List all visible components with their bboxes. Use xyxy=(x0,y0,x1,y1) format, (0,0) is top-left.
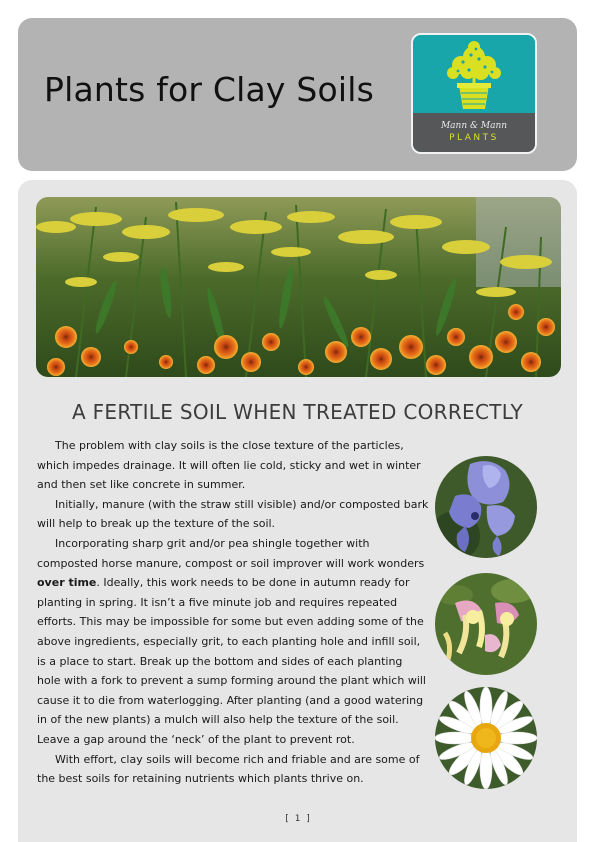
logo-wordmark xyxy=(413,113,535,154)
brand-logo xyxy=(411,33,537,154)
page-number: [ 1 ] xyxy=(283,814,312,824)
logo-script-text: Mann & Mann xyxy=(440,121,508,131)
monkshood-flower-image xyxy=(435,456,537,558)
section-heading: A FERTILE SOIL WHEN TREATED CORRECTLY xyxy=(71,400,524,424)
paragraph: The problem with clay soils is the close texture of the particles, which impedes drainage. It will often lie cold, sticky and wet in winter and then set like concrete in summer. xyxy=(37,439,421,492)
paragraph: Initially, manure (with the straw still visible) and/or composted bark will help to break up the texture of the soil. xyxy=(37,497,429,531)
plant-pot-icon xyxy=(413,35,535,113)
epimedium-flower-image xyxy=(435,573,537,675)
daisy-flower-image xyxy=(435,687,537,789)
paragraph-lead: Incorporating sharp grit and/or pea shingle together with composted horse manure, compost or soil improver will work wonders xyxy=(37,536,425,570)
article-body xyxy=(37,436,429,789)
header-banner xyxy=(18,18,577,171)
hero-flower-border-image xyxy=(36,197,561,377)
page-title: Plants for Clay Soils xyxy=(44,70,375,109)
emphasis-text: over time xyxy=(37,576,97,590)
paragraph: With effort, clay soils will become rich and friable and are some of the best soils for retaining nutrients which plants thrive on. xyxy=(37,752,420,786)
paragraph xyxy=(37,534,429,750)
paragraph-rest: . Ideally, this work needs to be done in autumn ready for planting in spring. It isn’t a five minute job and requires repeated efforts. This may be impossible for some but even adding some of the above ingredients, especially grit, to each planting hole and infill soil, is a place to start. Break up the bottom and sides of each planting hole with a fork to prevent a sump forming around the plant which will cause it to die from waterlogging. After planting (and a good watering in of the new plants) a mulch will also help the texture of the soil. Leave a gap around the ‘neck’ of the plant to prevent rot. xyxy=(37,576,426,746)
content-panel xyxy=(18,180,577,842)
logo-brand-text: PLANTS xyxy=(449,133,499,143)
